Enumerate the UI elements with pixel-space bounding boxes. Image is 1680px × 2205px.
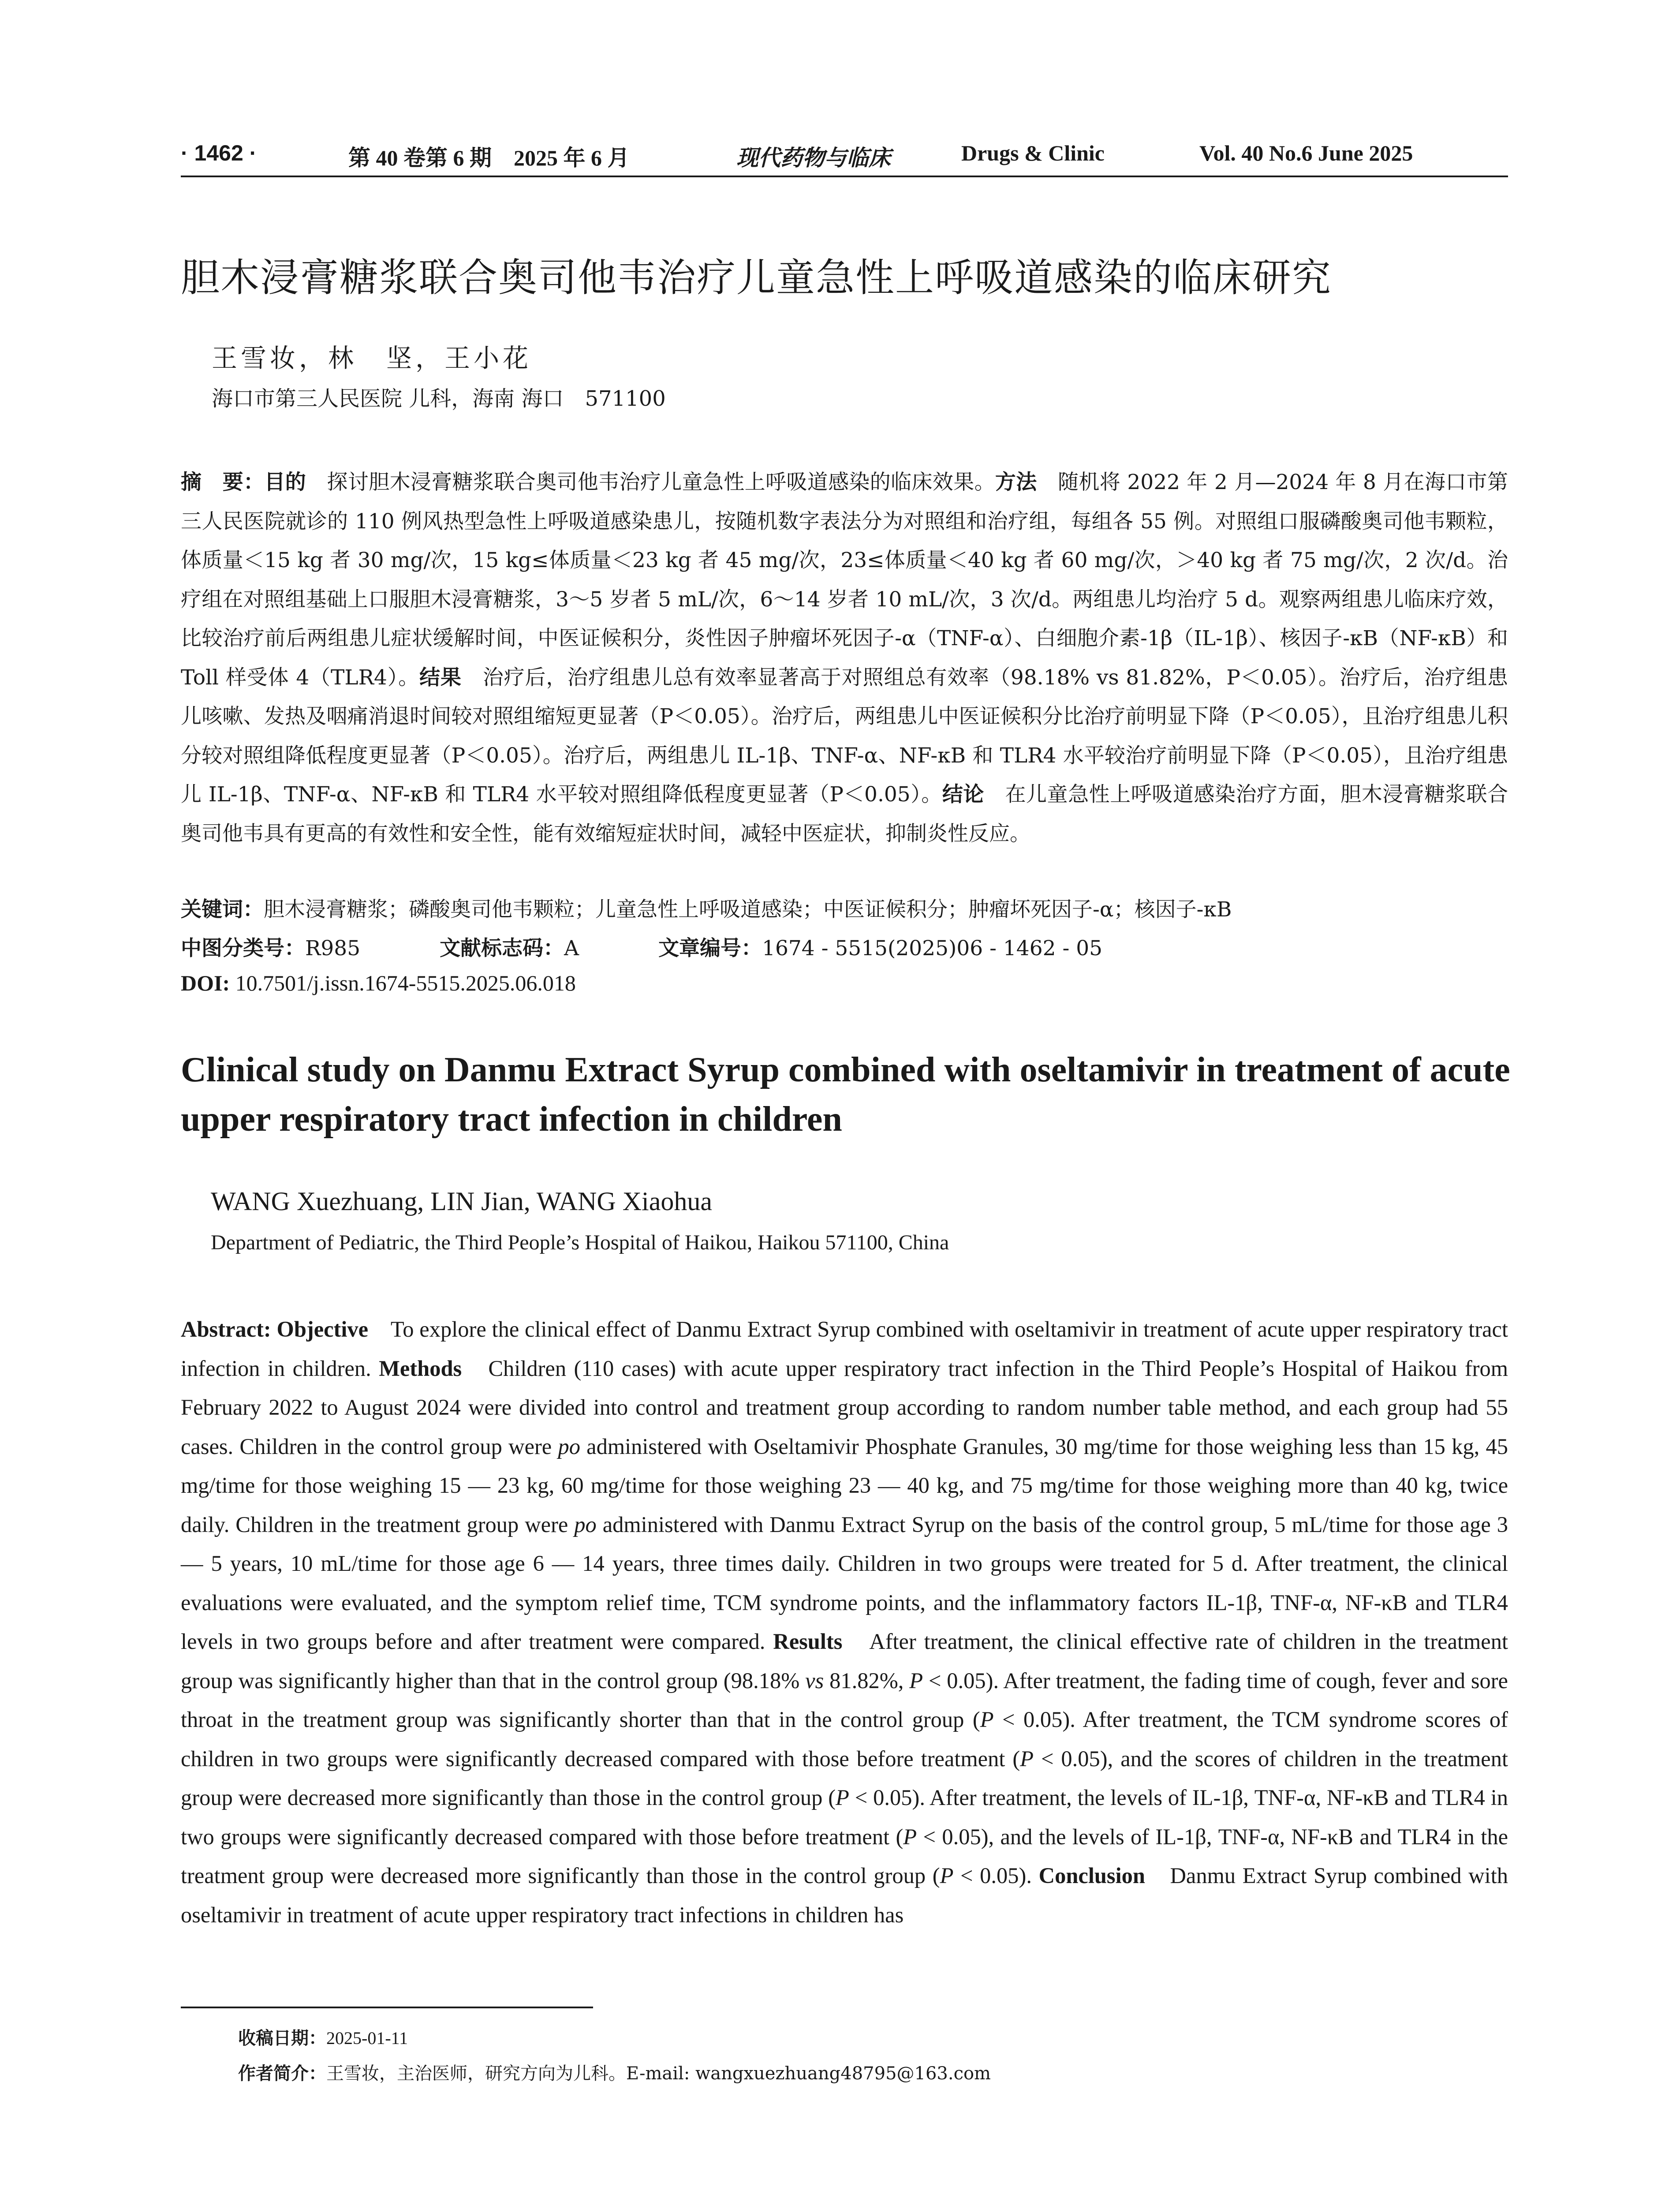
received-date-note bbox=[238, 2024, 408, 2049]
chinese-affiliation: 海口市第三人民医院 儿科，海南 海口 571100 bbox=[212, 386, 666, 411]
chinese-title: 胆木浸膏糖浆联合奥司他韦治疗儿童急性上呼吸道感染的临床研究 bbox=[181, 255, 1332, 300]
en-methods-text: administered with Danmu Extract Syrup on the basis of the control group, 5 mL/time for those age 3 — 5 years, 10 mL/time for those age 6 — 14 years, three times daily. Children in two groups were treated for 5 d. After treatment, the clinical evaluations were evaluated, and the symptom relief time, TCM syndrome points, and the inflammatory factors IL-1β, TNF-α, NF-κB and TLR4 levels in two groups before and after treatment were compared. bbox=[181, 1512, 1508, 1654]
en-results-label: Results bbox=[773, 1629, 843, 1654]
classification-line bbox=[181, 932, 1508, 961]
en-po-term: po bbox=[574, 1512, 597, 1537]
received-label: 收稿日期： bbox=[238, 2028, 326, 2048]
volume-issue-cn: 第 40 卷第 6 期 2025 年 6 月 bbox=[348, 146, 630, 170]
en-p-symbol: P bbox=[980, 1707, 994, 1732]
conclusion-text: 在儿童急性上呼吸道感染治疗方面，胆木浸膏糖浆联合奥司他韦具有更高的有效性和安全性，能有效缩短症状时间，减轻中医症状，抑制炎性反应。 bbox=[181, 782, 1508, 846]
journal-name-en: Drugs & Clinic bbox=[961, 141, 1105, 165]
chinese-authors: 王雪妆，林 坚，王小花 bbox=[212, 343, 532, 373]
chinese-keywords bbox=[181, 893, 1508, 923]
methods-label: 方法 bbox=[995, 470, 1037, 494]
volume-issue-en: Vol. 40 No.6 June 2025 bbox=[1199, 141, 1413, 165]
clc-label: 中图分类号： bbox=[181, 936, 305, 960]
abstract-label: 摘 要： bbox=[181, 470, 265, 494]
page-number: · 1462 · bbox=[181, 141, 257, 165]
en-results-text: After treatment, the clinical effective rate of children in the treatment group was significantly higher than that in the control group (98.18% bbox=[181, 1629, 1508, 1693]
en-po-term: po bbox=[558, 1434, 580, 1459]
objective-text: 探讨胆木浸膏糖浆联合奥司他韦治疗儿童急性上呼吸道感染的临床效果。 bbox=[306, 470, 995, 494]
results-text: 治疗后，治疗组患儿总有效率显著高于对照组总有效率（98.18% vs 81.82%，P＜0.05）。治疗后，治疗组患儿咳嗽、发热及咽痛消退时间较对照组缩短更显著（P＜0.05）。治疗后，两组患儿中医证候积分比治疗前明显下降（P＜0.05），且治疗组患儿积分较对照组降低程度更显著（P＜0.05）。治疗后，两组患儿 IL-1β、TNF-α、NF-κB 和 TLR4 水平较治疗前明显下降（P＜0.05），且治疗组患儿 IL-1β、TNF-α、NF-κB 和 TLR4 水平较对照组降低程度更显著（P＜0.05）。 bbox=[181, 665, 1508, 807]
en-results-text: < 0.05), and the scores of children in the treatment group were decreased more significantly than those in the control group ( bbox=[181, 1746, 1508, 1810]
en-conclusion-text: Danmu Extract Syrup combined with oseltamivir in treatment of acute upper respiratory tract infections in children has bbox=[181, 1863, 1508, 1927]
en-abstract-label: Abstract: Objective bbox=[181, 1317, 369, 1342]
english-authors: WANG Xuezhuang, LIN Jian, WANG Xiaohua bbox=[211, 1187, 712, 1216]
en-conclusion-label: Conclusion bbox=[1038, 1863, 1145, 1888]
doi-value: 10.7501/j.issn.1674-5515.2025.06.018 bbox=[230, 971, 576, 995]
header-rule bbox=[181, 176, 1508, 177]
author-bio-label: 作者简介： bbox=[238, 2063, 326, 2084]
en-methods-text: Children (110 cases) with acute upper respiratory tract infection in the Third People’s Hospital of Haikou from February 2022 to August 2024 were divided into control and treatment group according to random number table method, and each group had 55 cases. Children in the control group were bbox=[181, 1356, 1508, 1459]
english-abstract bbox=[181, 1310, 1508, 1934]
en-results-text: < 0.05), and the levels of IL-1β, TNF-α, NF-κB and TLR4 in the treatment group were decreased more significantly than those in the control group ( bbox=[181, 1824, 1508, 1888]
en-p-symbol: P bbox=[903, 1824, 917, 1849]
en-p-symbol: P bbox=[836, 1785, 849, 1810]
english-affiliation: Department of Pediatric, the Third People’s Hospital of Haikou, Haikou 571100, China bbox=[211, 1231, 949, 1254]
en-methods-text: administered with Oseltamivir Phosphate Granules, 30 mg/time for those weighing less than 15 kg, 45 mg/time for those weighing 15 — 23 kg, 60 mg/time for those weighing 23 — 40 kg, and 75 mg/time for those weighing more than 40 kg, twice daily. Children in the treatment group were bbox=[181, 1434, 1508, 1537]
en-vs-term: vs bbox=[805, 1668, 824, 1693]
en-results-text: < 0.05). After treatment, the levels of IL-1β, TNF-α, NF-κB and TLR4 in two groups were significantly decreased compared with those before treatment ( bbox=[181, 1785, 1508, 1849]
article-no-label: 文章编号： bbox=[658, 936, 762, 960]
en-results-text: 81.82%, bbox=[824, 1668, 910, 1693]
keywords-label: 关键词： bbox=[181, 897, 264, 922]
en-objective-text: To explore the clinical effect of Danmu Extract Syrup combined with oseltamivir in treatment of acute upper respiratory tract infection in children. bbox=[181, 1317, 1508, 1381]
doi-label: DOI: bbox=[181, 971, 230, 995]
keywords-text: 胆木浸膏糖浆；磷酸奥司他韦颗粒；儿童急性上呼吸道感染；中医证候积分；肿瘤坏死因子-α；核因子-κB bbox=[264, 897, 1232, 922]
doc-code-value: A bbox=[564, 936, 579, 960]
clc-value: R985 bbox=[305, 936, 361, 960]
author-bio-note bbox=[238, 2059, 991, 2085]
chinese-abstract bbox=[181, 463, 1508, 853]
english-title: Clinical study on Danmu Extract Syrup combined with oseltamivir in treatment of acute upper respiratory tract infection in children bbox=[181, 1050, 1510, 1139]
doi-line bbox=[181, 970, 1508, 996]
conclusion-label: 结论 bbox=[942, 782, 984, 807]
received-value: 2025-01-11 bbox=[326, 2028, 408, 2048]
methods-text: 随机将 2022 年 2 月—2024 年 8 月在海口市第三人民医院就诊的 110 例风热型急性上呼吸道感染患儿，按随机数字表法分为对照组和治疗组，每组各 55 例。对照组口服磷酸奥司他韦颗粒，体质量＜15 kg 者 30 mg/次，15 kg≤体质量＜23 kg 者 45 mg/次，23≤体质量＜40 kg 者 60 mg/次，＞40 kg 者 75 mg/次，2 次/d。治疗组在对照组基础上口服胆木浸膏糖浆，3～5 岁者 5 mL/次，6～14 岁者 10 mL/次，3 次/d。两组患儿均治疗 5 d。观察两组患儿临床疗效，比较治疗前后两组患儿症状缓解时间，中医证候积分，炎性因子肿瘤坏死因子-α（TNF-α）、白细胞介素-1β（IL-1β）、核因子-κB（NF-κB）和 Toll 样受体 4（TLR4）。 bbox=[181, 470, 1508, 690]
doc-code-label: 文献标志码： bbox=[440, 936, 564, 960]
en-results-text: < 0.05). After treatment, the fading time of cough, fever and sore throat in the treatment group was significantly shorter than that in the control group ( bbox=[181, 1668, 1508, 1732]
en-p-symbol: P bbox=[1020, 1746, 1034, 1771]
results-label: 结果 bbox=[419, 665, 462, 690]
en-methods-label: Methods bbox=[379, 1356, 462, 1381]
author-bio-value: 王雪妆，主治医师，研究方向为儿科。E-mail: wangxuezhuang48795@163.com bbox=[326, 2063, 991, 2084]
en-results-text: < 0.05). bbox=[953, 1863, 1039, 1888]
en-p-symbol: P bbox=[940, 1863, 954, 1888]
en-p-symbol: P bbox=[909, 1668, 923, 1693]
running-header bbox=[181, 140, 1504, 176]
en-results-text: < 0.05). After treatment, the TCM syndrome scores of children in two groups were significantly decreased compared with those before treatment ( bbox=[181, 1707, 1508, 1771]
journal-name-cn: 现代药物与临床 bbox=[736, 146, 891, 170]
objective-label: 目的 bbox=[264, 470, 306, 494]
article-no-value: 1674 - 5515(2025)06 - 1462 - 05 bbox=[762, 936, 1103, 960]
footnote-rule bbox=[181, 2007, 593, 2008]
